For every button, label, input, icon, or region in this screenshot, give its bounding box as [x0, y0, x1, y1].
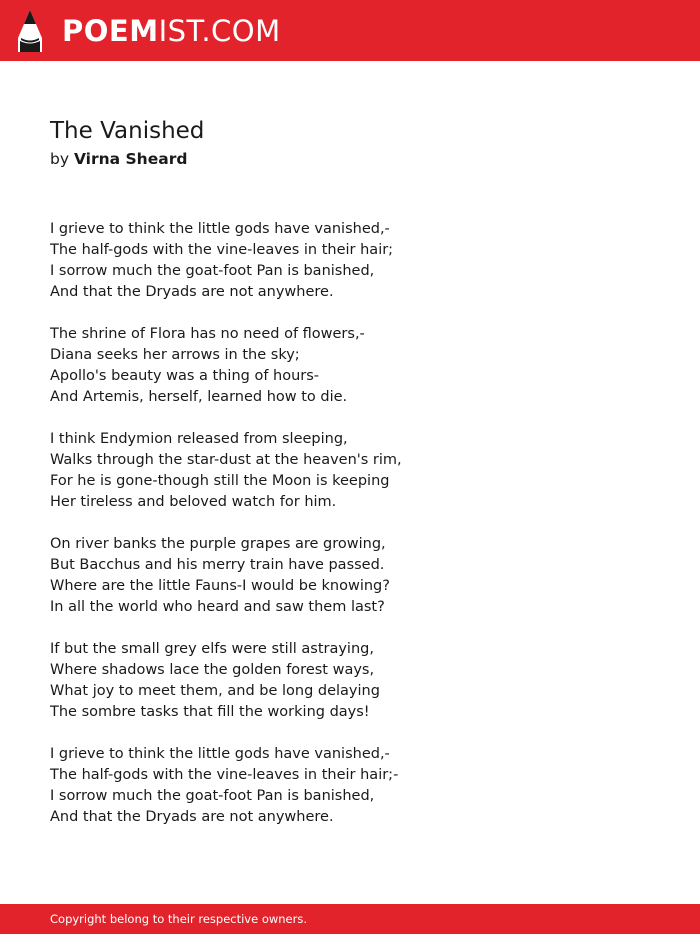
site-footer: [0, 904, 700, 934]
poem-line: If but the small grey elfs were still astraying,: [50, 641, 374, 657]
poem-line: I grieve to think the little gods have vanished,-: [50, 746, 390, 762]
site-header: [0, 0, 700, 61]
stanza: [50, 639, 450, 723]
poem-line: And Artemis, herself, learned how to die.: [50, 389, 348, 405]
poem-line: What joy to meet them, and be long delaying: [50, 683, 380, 699]
poem-line: For he is gone-though still the Moon is keeping: [50, 473, 390, 489]
poem-title: The Vanished: [50, 118, 205, 144]
pen-nib-icon[interactable]: [18, 10, 42, 52]
poem-line: The half-gods with the vine-leaves in their hair;-: [50, 767, 399, 783]
poem-line: I grieve to think the little gods have vanished,-: [50, 221, 390, 237]
poem-line: But Bacchus and his merry train have passed.: [50, 557, 385, 573]
poem-line: Where shadows lace the golden forest ways,: [50, 662, 375, 678]
poem-line: Apollo's beauty was a thing of hours-: [50, 368, 320, 384]
poem-line: The sombre tasks that fill the working days!: [50, 704, 370, 720]
stanza: [50, 219, 450, 303]
logo-light-text: IST.COM: [158, 14, 281, 48]
poem-line: The shrine of Flora has no need of flowers,-: [50, 326, 365, 342]
poem-author: Virna Sheard: [73, 150, 188, 168]
poem-line: On river banks the purple grapes are growing,: [50, 536, 386, 552]
poem-line: In all the world who heard and saw them last?: [50, 599, 385, 615]
site-logo[interactable]: [62, 12, 281, 50]
poem-line: I sorrow much the goat-foot Pan is banished,: [50, 263, 375, 279]
poem-line: The half-gods with the vine-leaves in their hair;: [50, 242, 394, 258]
stanza: [50, 744, 450, 828]
poem-line: Walks through the star-dust at the heaven's rim,: [50, 452, 402, 468]
poem-line: Her tireless and beloved watch for him.: [50, 494, 337, 510]
logo-bold-text: POEM: [62, 14, 159, 48]
poem-body: [50, 219, 450, 849]
poem-line: And that the Dryads are not anywhere.: [50, 809, 334, 825]
poem-line: Diana seeks her arrows in the sky;: [50, 347, 300, 363]
by-label: by: [50, 150, 70, 168]
poem-line: And that the Dryads are not anywhere.: [50, 284, 334, 300]
poem-byline: [50, 148, 187, 170]
stanza: [50, 534, 450, 618]
stanza: [50, 429, 450, 513]
poem-line: I sorrow much the goat-foot Pan is banished,: [50, 788, 375, 804]
poem-line: Where are the little Fauns-I would be knowing?: [50, 578, 390, 594]
poem-line: I think Endymion released from sleeping,: [50, 431, 348, 447]
stanza: [50, 324, 450, 408]
copyright-text: Copyright belong to their respective owners.: [50, 912, 308, 926]
